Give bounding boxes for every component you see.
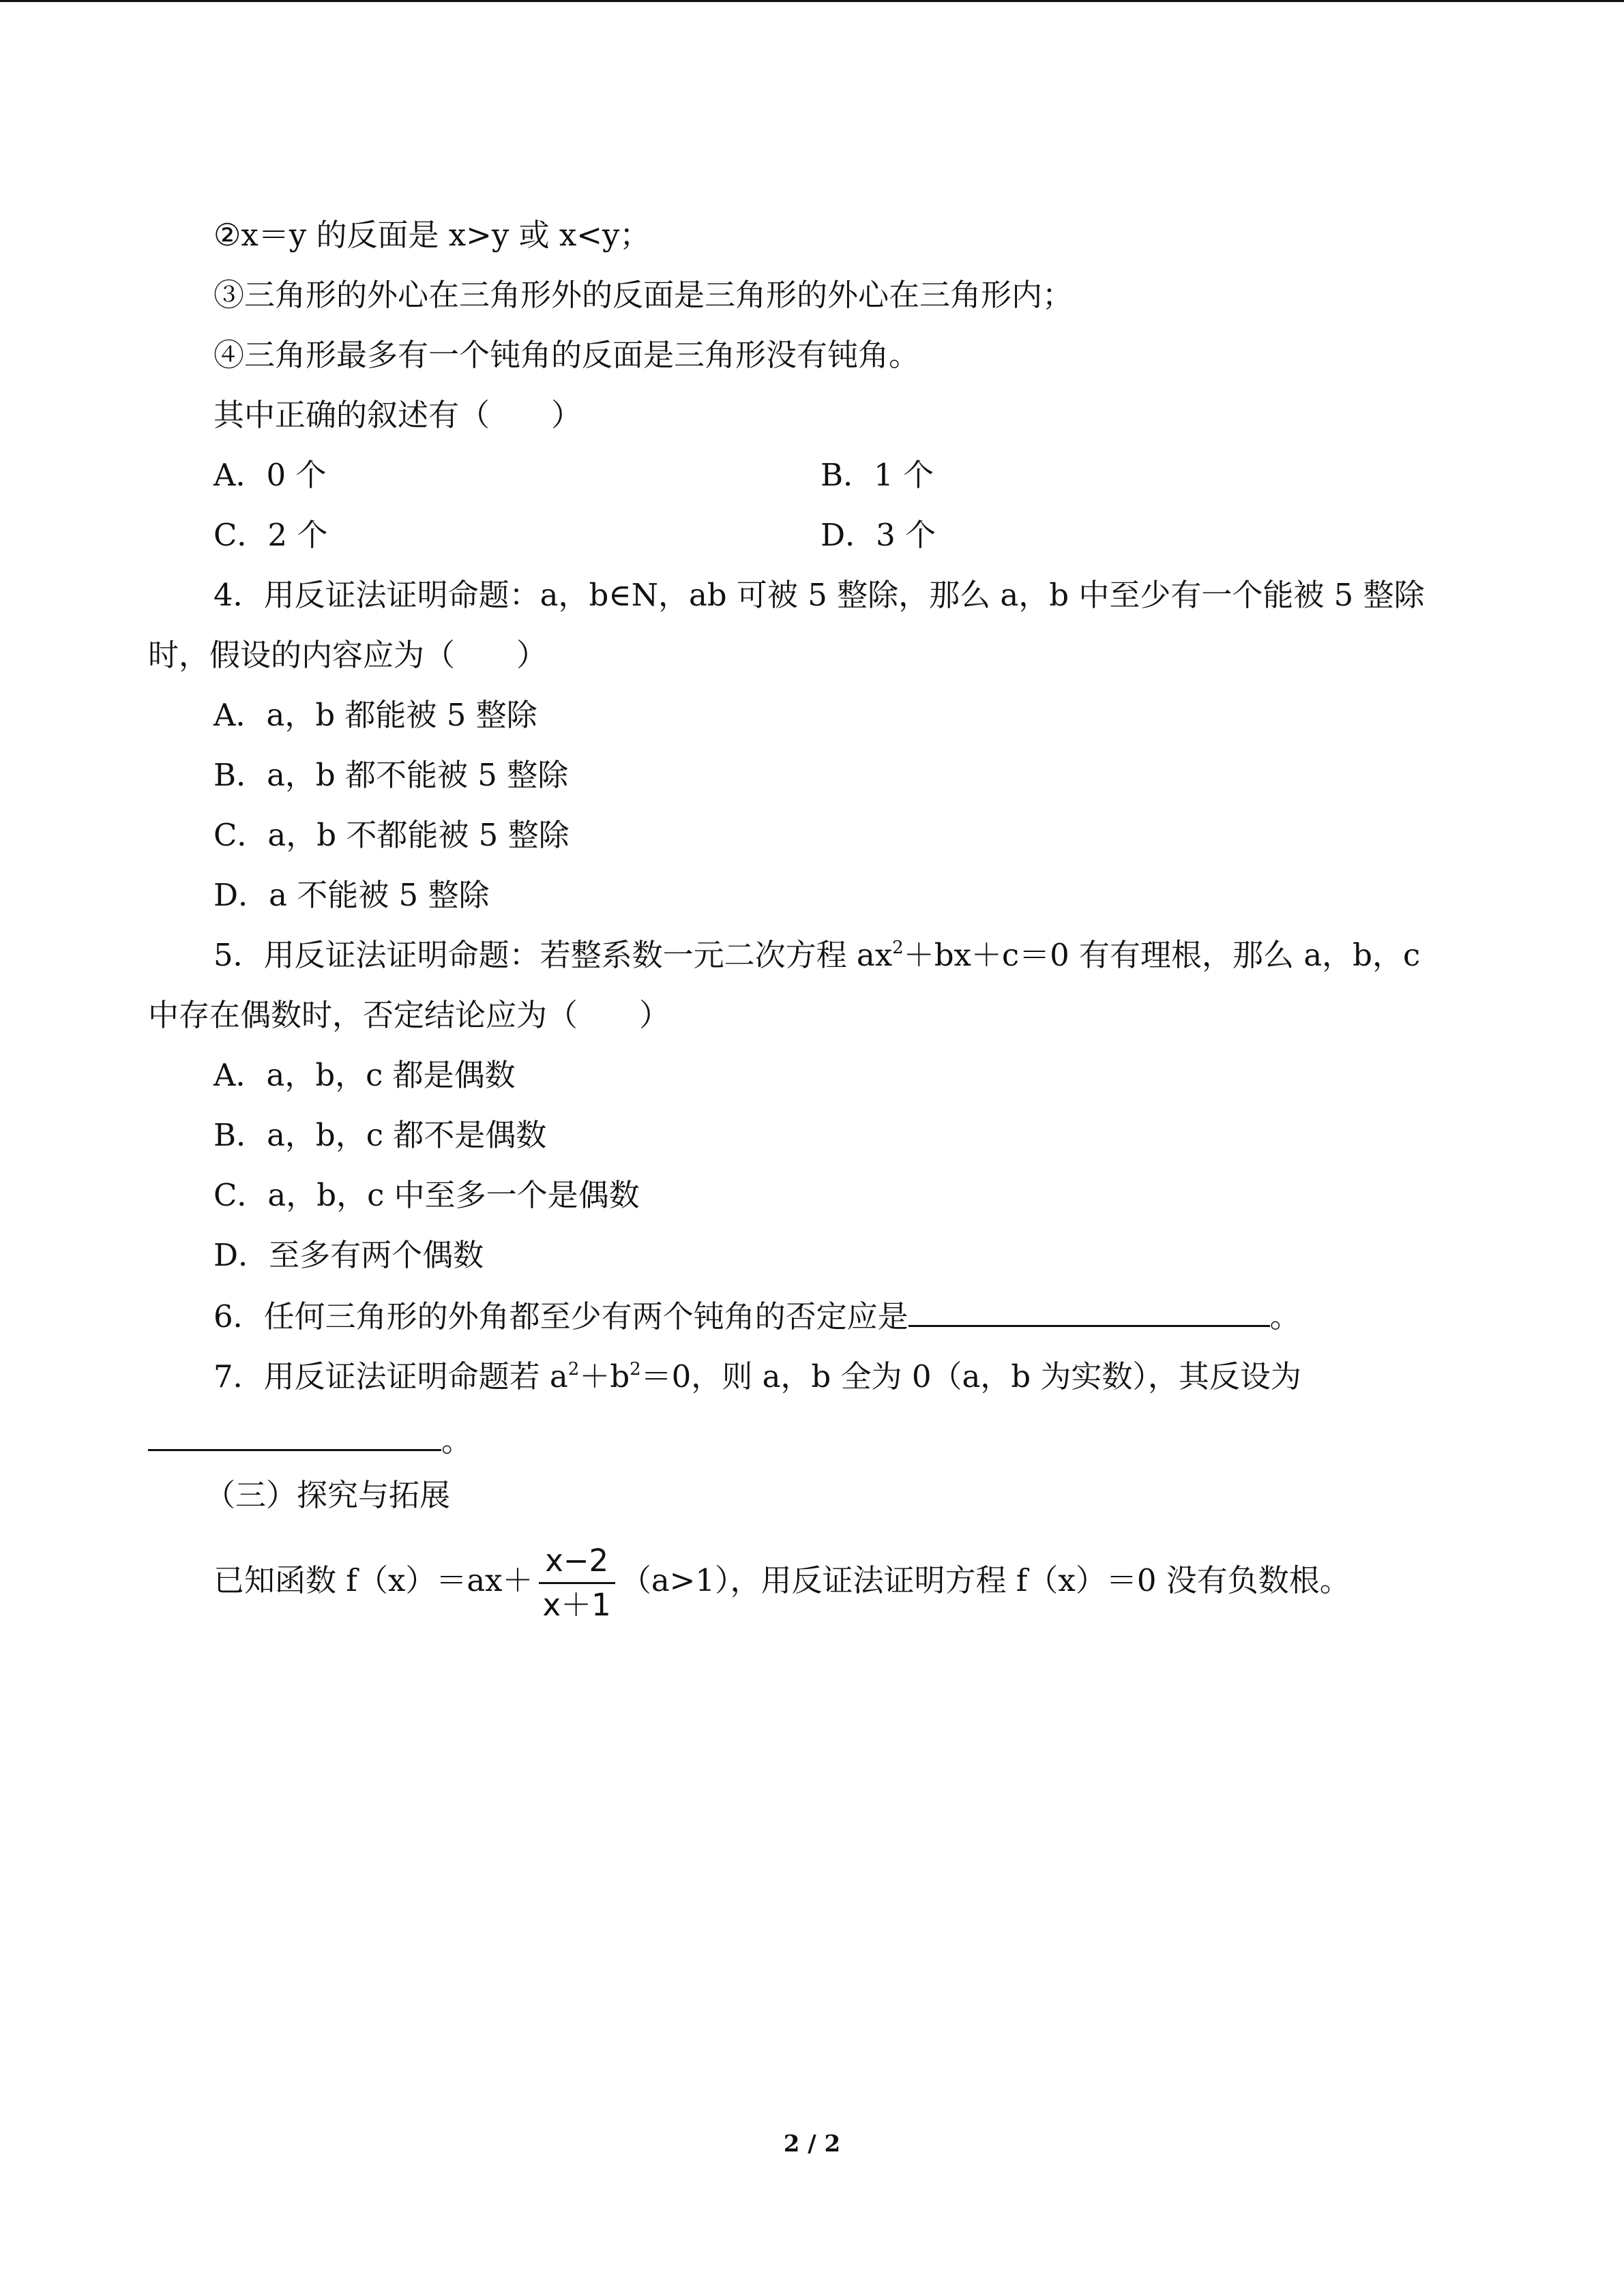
- question-4-option-c: C．a，b 不都能被 5 整除: [213, 817, 570, 853]
- question-5-option-b: B．a，b，c 都不是偶数: [213, 1117, 547, 1153]
- ext-text-pre: 已知函数 f（x）＝ax＋: [213, 1562, 533, 1598]
- q6-period: 。: [1269, 1298, 1301, 1335]
- option-c: C．2 个: [213, 517, 328, 553]
- statement-4: ④三角形最多有一个钝角的反面是三角形没有钝角。: [213, 337, 920, 373]
- option-a: A．0 个: [213, 457, 327, 493]
- question-4-option-b: B．a，b 都不能被 5 整除: [213, 757, 569, 793]
- question-7-line-1: [213, 1356, 1301, 1397]
- question-3-stem: 其中正确的叙述有（ ）: [213, 397, 582, 433]
- ext-text-post: （a>1），用反证法证明方程 f（x）＝0 没有负数根。: [620, 1562, 1350, 1598]
- q7-text-post: ＝0，则 a，b 全为 0（a，b 为实数），其反设为: [640, 1358, 1301, 1395]
- question-4-line-1: 4．用反证法证明命题：a，b∈N，ab 可被 5 整除，那么 a，b 中至少有一个能被 5 整除: [213, 577, 1425, 613]
- q7-exponent-1: 2: [567, 1359, 580, 1380]
- q5-exponent: 2: [892, 938, 904, 958]
- question-4-line-2: 时，假设的内容应为（ ）: [148, 637, 548, 673]
- question-6: [213, 1296, 1301, 1337]
- question-3-options-row-2: [213, 515, 936, 556]
- page-number: 2 / 2: [783, 2130, 841, 2158]
- q7-answer-blank: [148, 1420, 441, 1451]
- question-7-line-2: [148, 1420, 472, 1461]
- section-title-extension: （三）探究与拓展: [205, 1477, 451, 1513]
- question-5-line-2: 中存在偶数时，否定结论应为（ ）: [148, 997, 670, 1033]
- question-4-option-a: A．a，b 都能被 5 整除: [213, 697, 537, 733]
- question-5-line-1: [213, 935, 1420, 976]
- fraction-denominator: x＋1: [542, 1587, 611, 1623]
- fraction: [539, 1540, 615, 1626]
- question-5-option-a: A．a，b，c 都是偶数: [213, 1057, 516, 1093]
- q6-answer-blank: [909, 1296, 1270, 1327]
- question-4-option-d: D．a 不能被 5 整除: [213, 877, 490, 913]
- statement-3: ③三角形的外心在三角形外的反面是三角形的外心在三角形内；: [213, 277, 1074, 313]
- q7-period: 。: [441, 1422, 473, 1459]
- option-d: D．3 个: [821, 517, 936, 553]
- page-top-border: [0, 0, 1624, 2]
- extension-problem: [213, 1540, 1350, 1626]
- q5-text-post: ＋bx＋c＝0 有有理根，那么 a，b，c: [903, 937, 1421, 973]
- question-3-options-row-1: [213, 455, 934, 496]
- q7-exponent-2: 2: [630, 1359, 641, 1380]
- q7-text-mid: ＋b: [579, 1358, 630, 1395]
- question-5-option-d: D．至多有两个偶数: [213, 1237, 484, 1273]
- q6-text: 6．任何三角形的外角都至少有两个钝角的否定应是: [213, 1298, 909, 1335]
- option-b: B．1 个: [821, 457, 934, 493]
- q5-text-pre: 5．用反证法证明命题：若整系数一元二次方程 ax: [213, 937, 893, 973]
- q7-text-pre: 7．用反证法证明命题若 a: [213, 1358, 568, 1395]
- statement-2: ②x＝y 的反面是 x>y 或 x<y；: [213, 217, 651, 253]
- question-5-option-c: C．a，b，c 中至多一个是偶数: [213, 1177, 640, 1213]
- fraction-numerator: x−2: [539, 1540, 615, 1584]
